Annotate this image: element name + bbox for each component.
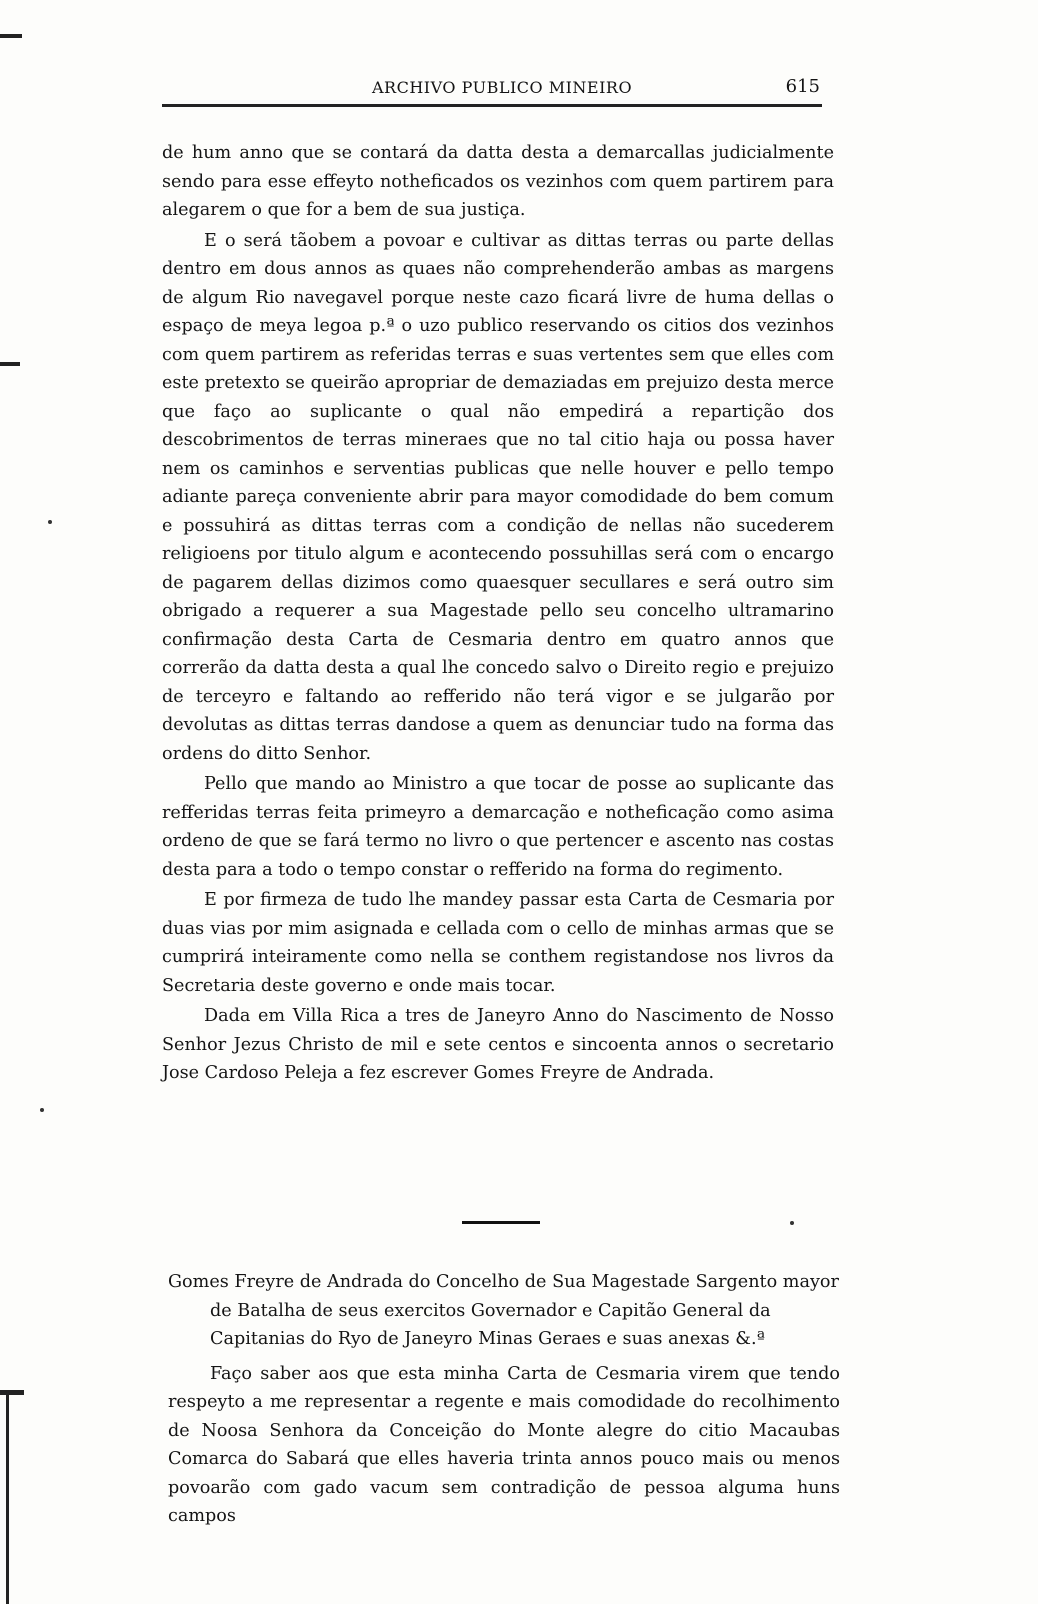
document-heading: Gomes Freyre de Andrada do Concelho de Sua Magestade Sargento mayor de Batalha de seus exercitos Governador e Capitão General da Capitanias do Ryo de Janeyro Minas Geraes e suas anexas &.ª	[168, 1272, 839, 1349]
page-header	[162, 76, 822, 102]
paragraph: E por firmeza de tudo lhe mandey passar esta Carta de Cesmaria por duas vias por mim asignada e cellada com o cello de minhas armas que se cumprirá inteiramente como nella se conthem registandose nos livros da Secretaria deste governo e onde mais tocar.	[162, 890, 834, 996]
scan-artifact	[0, 1390, 24, 1395]
scan-speck	[48, 520, 52, 524]
paragraph: Faço saber aos que esta minha Carta de Cesmaria virem que tendo respeyto a me representar a regente e mais comodidade do recolhimento de Noosa Senhora da Conceição do Monte alegre do citio Macaubas Comarca do Sabará que elles haveria trinta annos pouco mais ou menos povoarão com gado vacum sem contradição de pessoa alguma huns campos	[168, 1363, 840, 1526]
paragraph: de hum anno que se contará da datta desta a demarcallas judicialmente sendo para esse effeyto notheficados os vezinhos com quem partirem para alegarem o que for a bem de sua justiça.	[162, 143, 834, 220]
paragraph: Pello que mando ao Ministro a que tocar de posse ao suplicante das refferidas terras feita primeyro a demarcação e notheficação como asima ordeno de que se fará termo no livro o que pertencer e ascento nas costas desta para a todo o tempo constar o refferido na forma do regimento.	[162, 774, 834, 880]
main-text-block	[162, 139, 834, 1088]
paragraph: E o será tãobem a povoar e cultivar as dittas terras ou parte dellas dentro em dous annos as quaes não comprehenderão ambas as margens de algum Rio navegavel porque neste cazo ficará livre de huma dellas o espaço de meya legoa p.ª o uzo publico reservando os citios dos vezinhos com quem partirem as referidas terras e suas vertentes sem que elles com este pretexto se queirão apropriar de demaziadas em prejuizo desta merce que faço ao suplicante o qual não empedirá a repartição dos descobrimentos de terras mineraes que no tal citio haja ou possa haver nem os caminhos e serventias publicas que nelle houver e pello tempo adiante pareça conveniente abrir para mayor comodidade do bem comum e possuhirá as dittas terras com a condição de nellas não sucederem religioens por titulo algum e acontecendo possuhillas será com o encargo de pagarem dellas dizimos como quaesquer secullares e será outro sim obrigado a requerer a sua Magestade pello seu concelho ultramarino confirmação desta Carta de Cesmaria dentro em quatro annos que correrão da datta desta a qual lhe concedo salvo o Direito regio e prejuizo de terceyro e faltando ao refferido não terá vigor e se julgarão por devolutas as dittas terras dandose a quem as denunciar tudo na forma das ordens do ditto Senhor.	[162, 230, 834, 764]
scan-artifact	[0, 362, 20, 366]
scan-speck	[790, 1221, 794, 1225]
page-number: 615	[785, 76, 820, 97]
scan-artifact	[6, 1392, 9, 1604]
header-rule	[162, 104, 822, 107]
scan-speck	[40, 1108, 44, 1112]
paragraph: Dada em Villa Rica a tres de Janeyro Anno do Nascimento de Nosso Senhor Jezus Christo de mil e sete centos e sincoenta annos o secretario Jose Cardoso Peleja a fez escrever Gomes Freyre de Andrada.	[162, 1006, 834, 1083]
running-title: ARCHIVO PUBLICO MINEIRO	[372, 78, 633, 97]
section-divider	[462, 1221, 540, 1224]
scan-artifact	[0, 34, 22, 38]
second-document-block	[168, 1268, 840, 1531]
